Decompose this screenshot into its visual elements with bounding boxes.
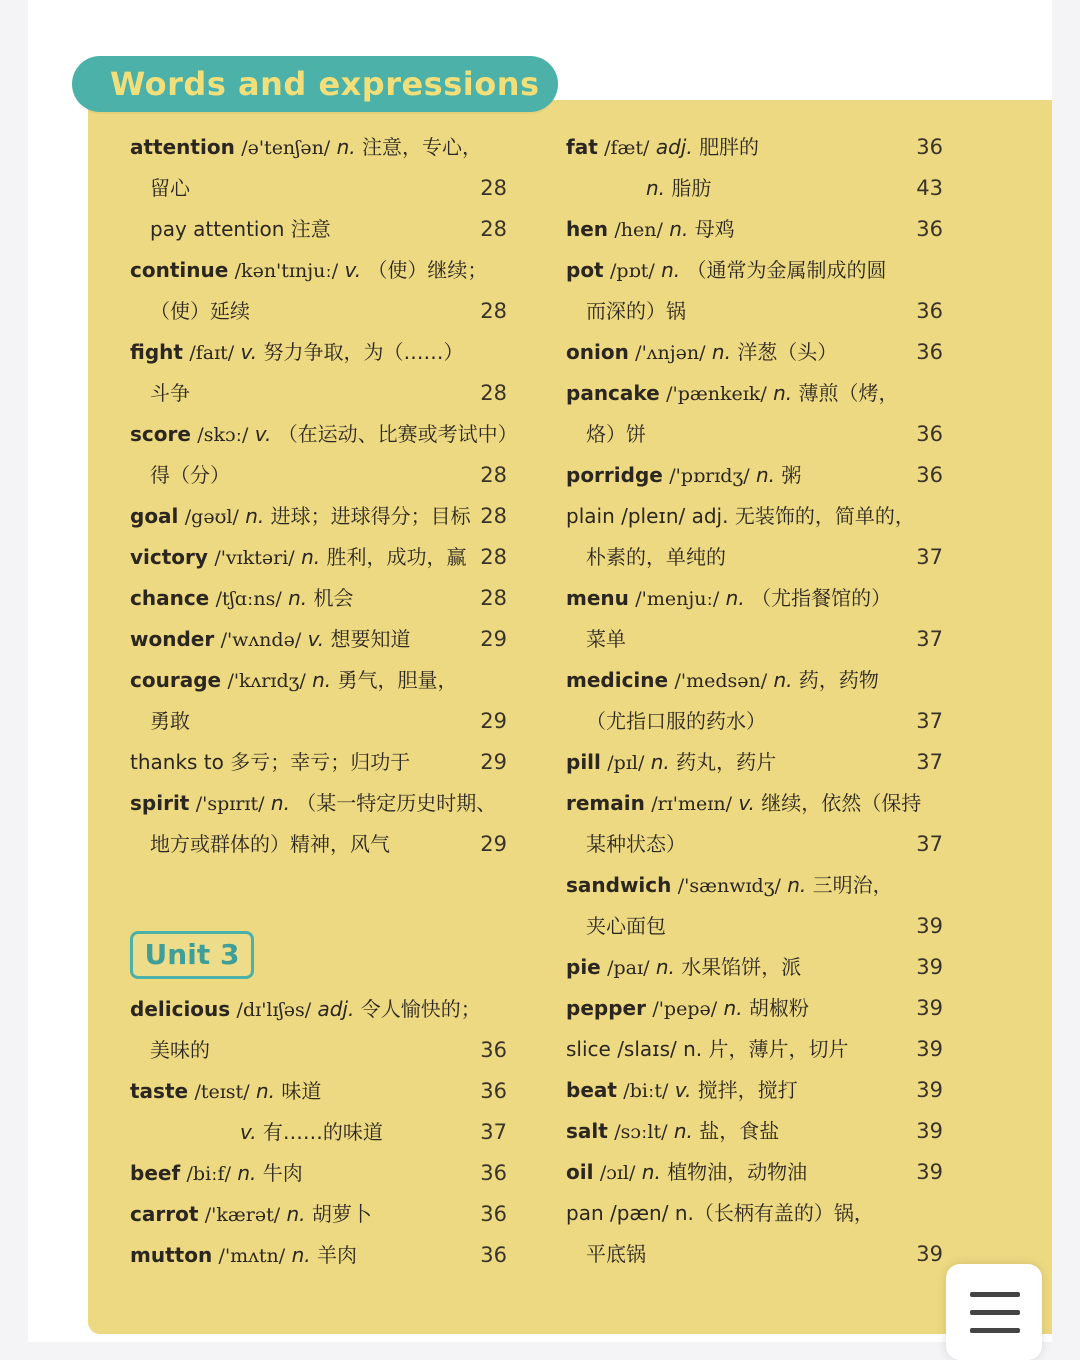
page-number: 39 [916, 1242, 943, 1266]
page-number: 36 [916, 217, 943, 241]
part-of-speech: n. [787, 873, 807, 897]
headword: porridge [566, 463, 663, 487]
glossary-entry [566, 455, 801, 496]
headword: fat [566, 135, 598, 159]
glossary-entry [566, 1193, 874, 1234]
definition: 夹心面包 [586, 914, 666, 938]
definition: 水果馅饼，派 [681, 955, 802, 979]
part-of-speech: n. [711, 340, 731, 364]
definition: 薄煎（烤， [798, 381, 899, 405]
page-number: 29 [480, 832, 507, 856]
glossary-entry [130, 1071, 321, 1112]
definition: 胡椒粉 [748, 996, 809, 1020]
phonetic: /pɪl/ [607, 752, 645, 774]
glossary-entry [130, 496, 471, 537]
headword: onion [566, 340, 629, 364]
glossary-entry [130, 1194, 372, 1235]
definition: （尤指口服的药水） [586, 709, 766, 733]
phonetic: /ə'tenʃən/ [241, 137, 331, 159]
glossary-entry [586, 537, 726, 578]
page-number: 36 [480, 1243, 507, 1267]
phonetic: /'medsən/ [674, 670, 768, 692]
part-of-speech: n. [646, 176, 666, 200]
glossary-entry [566, 250, 887, 291]
definition: （尤指餐馆的） [751, 586, 892, 610]
definition: 进球；进球得分；目标 [270, 504, 471, 528]
headword: carrot [130, 1202, 199, 1226]
definition: 脂肪 [671, 176, 712, 200]
phonetic: /skɔː/ [197, 424, 249, 446]
headword: hen [566, 217, 609, 241]
phonetic: /'ʌnjən/ [635, 342, 706, 364]
page-number: 36 [480, 1038, 507, 1062]
phonetic: /'kʌrɪdʒ/ [227, 670, 306, 692]
part-of-speech: n. [255, 1079, 276, 1103]
page-number: 36 [480, 1079, 507, 1103]
phonetic: /tʃɑːns/ [215, 588, 282, 610]
glossary-entry [130, 127, 482, 168]
page-number: 39 [916, 1160, 943, 1184]
page-number: 37 [916, 709, 943, 733]
headword: pepper [566, 996, 646, 1020]
headword: pancake [566, 381, 660, 405]
glossary-entry [586, 619, 626, 660]
page-number: 36 [916, 463, 943, 487]
headword: pie [566, 955, 601, 979]
definition: （在运动、比赛或考试中） [277, 422, 518, 446]
headword: sandwich [566, 873, 672, 897]
phonetic: /'mʌtn/ [218, 1245, 286, 1267]
part-of-speech: v. [674, 1078, 692, 1102]
definition: （通常为金属制成的圆 [686, 258, 887, 282]
part-of-speech: adj. [317, 997, 355, 1021]
definition: 想要知道 [330, 627, 411, 651]
headword: spirit [130, 791, 190, 815]
definition: （某一特定历史时期、 [296, 791, 497, 815]
glossary-entry [566, 988, 809, 1029]
part-of-speech: n. [270, 791, 290, 815]
phonetic: /'sænwɪdʒ/ [677, 875, 781, 897]
part-of-speech: n. [312, 668, 332, 692]
definition: 洋葱（头） [737, 340, 838, 364]
section-title: Words and expressions [110, 65, 540, 103]
page-number: 37 [916, 750, 943, 774]
phonetic: /fæt/ [604, 137, 650, 159]
definition: 努力争取，为（……） [263, 340, 464, 364]
page-number: 37 [916, 627, 943, 651]
glossary-entry [130, 537, 466, 578]
part-of-speech: v. [240, 340, 258, 364]
definition: 朴素的，单纯的 [586, 545, 726, 569]
definition: 胜利，成功，赢 [326, 545, 467, 569]
glossary-entry [240, 1112, 383, 1153]
glossary-entry [566, 1111, 779, 1152]
glossary-entry [586, 1234, 646, 1275]
part-of-speech: n. [661, 258, 681, 282]
headword: beat [566, 1078, 617, 1102]
definition: 得（分） [150, 463, 230, 487]
headword: wonder [130, 627, 215, 651]
part-of-speech: n. [650, 750, 670, 774]
definition: slice /slaɪs/ n. 片，薄片，切片 [566, 1037, 849, 1061]
headword: score [130, 422, 191, 446]
phonetic: /hen/ [614, 219, 663, 241]
page-number: 36 [480, 1202, 507, 1226]
glossary-entry [130, 250, 487, 291]
glossary-entry [566, 496, 915, 537]
page-number: 28 [480, 176, 507, 200]
page-number: 36 [916, 340, 943, 364]
part-of-speech: n. [286, 1202, 306, 1226]
glossary-entry [566, 865, 893, 906]
phonetic: /faɪt/ [189, 342, 235, 364]
phonetic: /dɪ'lɪʃəs/ [236, 999, 312, 1021]
page-number: 28 [480, 381, 507, 405]
glossary-entry [566, 1070, 798, 1111]
headword: chance [130, 586, 210, 610]
part-of-speech: n. [673, 1119, 693, 1143]
phonetic: /biːf/ [186, 1163, 231, 1185]
part-of-speech: n. [725, 586, 745, 610]
page-number: 36 [480, 1161, 507, 1185]
definition: 羊肉 [316, 1243, 357, 1267]
definition: 美味的 [150, 1038, 210, 1062]
page-number: 29 [480, 709, 507, 733]
headword: oil [566, 1160, 594, 1184]
glossary-entry [646, 168, 711, 209]
headword: attention [130, 135, 235, 159]
glossary-entry [130, 783, 496, 824]
page-number: 39 [916, 996, 943, 1020]
page-number: 36 [916, 135, 943, 159]
definition: 勇敢 [150, 709, 190, 733]
glossary-entry [130, 414, 518, 455]
definition: （使）延续 [150, 299, 250, 323]
phonetic: /kən'tɪnjuː/ [234, 260, 339, 282]
phonetic: /teɪst/ [194, 1081, 250, 1103]
definition: 牛肉 [262, 1161, 303, 1185]
phonetic: /pɒt/ [609, 260, 655, 282]
definition: 注意，专心， [361, 135, 482, 159]
glossary-entry [150, 209, 331, 250]
definition: 令人愉快的； [360, 997, 481, 1021]
glossary-entry [130, 742, 410, 783]
headword: goal [130, 504, 179, 528]
headword: menu [566, 586, 629, 610]
page-number: 29 [480, 627, 507, 651]
definition: thanks to 多亏；幸亏；归功于 [130, 750, 411, 774]
part-of-speech: v. [738, 791, 755, 815]
phonetic: /gəʊl/ [184, 506, 239, 528]
definition: 母鸡 [694, 217, 735, 241]
page-number: 29 [480, 750, 507, 774]
definition: pan /pæn/ n.（长柄有盖的）锅， [566, 1201, 874, 1225]
phonetic: /paɪ/ [607, 957, 650, 979]
phonetic: /'pepə/ [652, 998, 718, 1020]
glossary-entry [586, 291, 686, 332]
phonetic: /'menjuː/ [635, 588, 720, 610]
headword: medicine [566, 668, 669, 692]
page-number: 28 [480, 545, 507, 569]
glossary-entry [566, 1029, 849, 1070]
definition: 药，药物 [798, 668, 879, 692]
glossary-entry [150, 824, 390, 865]
page-number: 39 [916, 1037, 943, 1061]
phonetic: /ɔɪl/ [599, 1162, 636, 1184]
glossary-entry [566, 742, 776, 783]
glossary-entry [130, 989, 481, 1030]
part-of-speech: n. [245, 504, 265, 528]
headword: remain [566, 791, 645, 815]
phonetic: /rɪ'meɪn/ [651, 793, 732, 815]
glossary-entry [566, 127, 759, 168]
part-of-speech: adj. [655, 135, 693, 159]
page-number: 36 [916, 422, 943, 446]
part-of-speech: n. [755, 463, 776, 487]
phonetic: /sɔːlt/ [614, 1121, 668, 1143]
headword: pill [566, 750, 601, 774]
phonetic: /'kærət/ [204, 1204, 281, 1226]
phonetic: /'pɒrɪdʒ/ [669, 465, 750, 487]
glossary-entry [130, 619, 411, 660]
part-of-speech: n. [336, 135, 356, 159]
headword: beef [130, 1161, 181, 1185]
page-number: 28 [480, 586, 507, 610]
definition: 粥 [781, 463, 802, 487]
glossary-entry [586, 414, 646, 455]
definition: 平底锅 [586, 1242, 646, 1266]
definition: pay attention 注意 [150, 217, 331, 241]
glossary-entry [130, 578, 354, 619]
definition: 盐，食盐 [699, 1119, 780, 1143]
part-of-speech: v. [344, 258, 362, 282]
part-of-speech: n. [723, 996, 743, 1020]
glossary-entry [150, 701, 190, 742]
headword: fight [130, 340, 183, 364]
definition: 植物油，动物油 [667, 1160, 808, 1184]
glossary-entry [586, 906, 666, 947]
page-number: 36 [916, 299, 943, 323]
glossary-entry [566, 783, 921, 824]
page-number: 39 [916, 955, 943, 979]
definition: 而深的）锅 [586, 299, 686, 323]
page-number: 39 [916, 1119, 943, 1143]
definition: 斗争 [150, 381, 190, 405]
phonetic: /'pænkeɪk/ [666, 383, 767, 405]
headword: victory [130, 545, 208, 569]
page-number: 28 [480, 217, 507, 241]
part-of-speech: v. [307, 627, 325, 651]
definition: 菜单 [586, 627, 626, 651]
page-number: 28 [480, 463, 507, 487]
part-of-speech: n. [291, 1243, 311, 1267]
phonetic: /'vɪktəri/ [214, 547, 295, 569]
page-number: 37 [916, 832, 943, 856]
glossary-entry [586, 824, 686, 865]
part-of-speech: n. [773, 381, 793, 405]
headword: mutton [130, 1243, 213, 1267]
glossary-entry [566, 332, 837, 373]
menu-button[interactable] [946, 1264, 1042, 1360]
glossary-entry [566, 373, 899, 414]
definition: 味道 [281, 1079, 322, 1103]
glossary-entry [130, 1153, 303, 1194]
headword: pot [566, 258, 604, 282]
definition: 勇气，胆量， [337, 668, 458, 692]
definition: 机会 [313, 586, 354, 610]
part-of-speech: n. [773, 668, 793, 692]
page-number: 43 [916, 176, 943, 200]
part-of-speech: n. [669, 217, 689, 241]
unit-label: Unit 3 [130, 931, 254, 979]
definition: 留心 [150, 176, 190, 200]
part-of-speech: n. [641, 1160, 661, 1184]
definition: 地方或群体的）精神，风气 [150, 832, 390, 856]
part-of-speech: n. [655, 955, 675, 979]
phonetic: /biːt/ [623, 1080, 669, 1102]
glossary-entry [150, 168, 190, 209]
definition: 烙）饼 [586, 422, 646, 446]
glossary-entry [150, 455, 230, 496]
definition: 三明治， [812, 873, 893, 897]
definition: 肥胖的 [699, 135, 760, 159]
glossary-entry [150, 291, 250, 332]
phonetic: /'spɪrɪt/ [195, 793, 265, 815]
phonetic: /'wʌndə/ [220, 629, 302, 651]
definition: plain /pleɪn/ adj. 无装饰的，简单的， [566, 504, 915, 528]
definition: 搅拌，搅打 [697, 1078, 798, 1102]
definition: 继续，依然（保持 [761, 791, 922, 815]
page-number: 39 [916, 914, 943, 938]
glossary-entry [566, 947, 801, 988]
glossary-entry [130, 332, 463, 373]
part-of-speech: v. [240, 1120, 257, 1144]
headword: delicious [130, 997, 231, 1021]
glossary-entry [566, 660, 879, 701]
glossary-entry [566, 1152, 807, 1193]
page-number: 39 [916, 1078, 943, 1102]
page-number: 37 [480, 1120, 507, 1144]
headword: salt [566, 1119, 608, 1143]
headword: taste [130, 1079, 189, 1103]
glossary-entry [150, 1030, 210, 1071]
glossary-entry [566, 578, 891, 619]
definition: 胡萝卜 [311, 1202, 372, 1226]
headword: continue [130, 258, 229, 282]
page-number: 28 [480, 504, 507, 528]
glossary-entry [150, 373, 190, 414]
glossary-entry [586, 701, 766, 742]
definition: 药丸，药片 [676, 750, 777, 774]
part-of-speech: v. [254, 422, 272, 446]
glossary-entry [130, 1235, 357, 1276]
glossary-entry [566, 209, 735, 250]
part-of-speech: n. [301, 545, 321, 569]
definition: 某种状态） [586, 832, 686, 856]
definition: （使）继续； [367, 258, 488, 282]
glossary-entry [130, 660, 458, 701]
part-of-speech: n. [288, 586, 308, 610]
page-number: 37 [916, 545, 943, 569]
headword: courage [130, 668, 222, 692]
part-of-speech: n. [237, 1161, 257, 1185]
definition: 有……的味道 [262, 1120, 383, 1144]
page-number: 28 [480, 299, 507, 323]
